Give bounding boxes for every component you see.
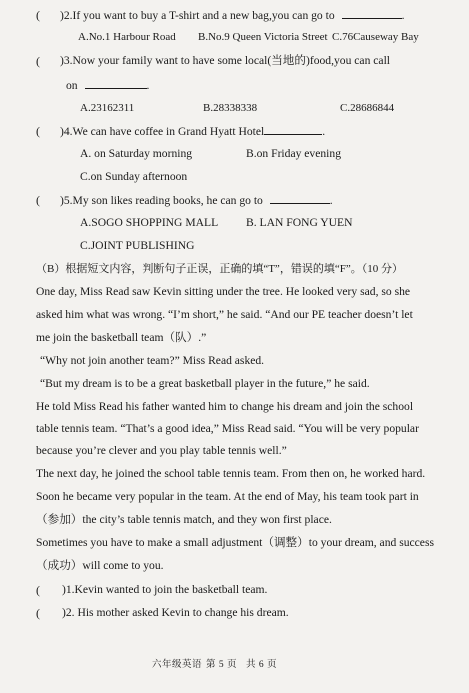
- answer-blank[interactable]: [85, 78, 147, 89]
- passage-line: Sometimes you have to make a small adjustment（调整）to your dream, and success: [36, 536, 434, 549]
- passage-line: “But my dream is to be a great basketball player in the future,” he said.: [40, 377, 370, 390]
- footer-page: 第 5 页: [206, 660, 238, 670]
- question-2: [60, 8, 404, 23]
- q4-option-b: B.on Friday evening: [246, 147, 341, 160]
- passage-line: （参加）the city’s table tennis match, and they won first place.: [36, 513, 332, 526]
- passage-line: asked him what was wrong. “I’m short,” he said. “And our PE teacher doesn’t let: [36, 308, 413, 321]
- q3-option-a: A.23162311: [80, 102, 135, 114]
- answer-blank[interactable]: [270, 193, 330, 204]
- q5-option-b: B. LAN FONG YUEN: [246, 216, 353, 229]
- question-2-stem: )2.If you want to buy a T-shirt and a new bag,you can go to: [60, 9, 335, 22]
- question-3-prefix: on: [66, 79, 78, 92]
- blank-suffix: .: [146, 79, 150, 92]
- q3-option-c: C.28686844: [340, 102, 395, 114]
- question-4-stem: )4.We can have coffee in Grand Hyatt Hotel: [60, 125, 265, 138]
- answer-paren: (: [36, 606, 40, 620]
- tf-question-2: )2. His mother asked Kevin to change his dream.: [62, 606, 289, 619]
- q4-option-c: C.on Sunday afternoon: [80, 170, 188, 183]
- passage-line: table tennis team. “That’s a good idea,” Miss Read said. “You will be very popular: [36, 422, 419, 435]
- footer-subject: 六年级英语: [152, 660, 203, 670]
- answer-blank[interactable]: [342, 8, 402, 19]
- q5-option-c: C.JOINT PUBLISHING: [80, 239, 195, 252]
- question-3-cont: [66, 78, 149, 93]
- answer-paren: (: [36, 193, 40, 207]
- answer-blank[interactable]: [264, 124, 322, 135]
- question-5-stem: )5.My son likes reading books, he can go to: [60, 194, 263, 207]
- passage-line: “Why not join another team?” Miss Read asked.: [40, 354, 265, 367]
- q2-option-b: B.No.9 Queen Victoria Street: [198, 31, 328, 43]
- blank-suffix: .: [401, 9, 405, 22]
- q2-option-a: A.No.1 Harbour Road: [78, 31, 176, 43]
- tf-question-1: )1.Kevin wanted to join the basketball team.: [62, 583, 268, 596]
- passage-line: Soon he became very popular in the team. At the end of May, his team took part in: [36, 490, 419, 503]
- passage-line: （成功）will come to you.: [36, 559, 164, 572]
- answer-paren: (: [36, 124, 40, 138]
- q5-option-a: A.SOGO SHOPPING MALL: [80, 216, 219, 229]
- footer-total: 共 6 页: [246, 660, 278, 670]
- answer-paren: (: [36, 8, 40, 22]
- section-b-instruction: （B）根据短文内容，判断句子正误，正确的填“T”，错误的填“F”。（10 分）: [36, 263, 403, 275]
- answer-paren: (: [36, 583, 40, 597]
- passage-line: me join the basketball team（队）.”: [36, 331, 207, 344]
- question-4: [60, 124, 325, 139]
- blank-suffix: .: [329, 194, 333, 207]
- passage-line: He told Miss Read his father wanted him to change his dream and join the school: [36, 400, 414, 413]
- q3-option-b: B.28338338: [203, 102, 258, 114]
- answer-paren: (: [36, 54, 40, 68]
- passage-line: One day, Miss Read saw Kevin sitting under the tree. He looked very sad, so she: [36, 285, 411, 298]
- question-3-stem: )3.Now your family want to have some local(当地的)food,you can call: [60, 54, 391, 67]
- question-5: [60, 193, 333, 208]
- passage-line: because you’re clever and you play table tennis well.”: [36, 444, 287, 457]
- passage-line: The next day, he joined the school table tennis team. From then on, he worked hard.: [36, 467, 426, 480]
- q4-option-a: A. on Saturday morning: [80, 147, 193, 160]
- blank-suffix: .: [322, 125, 326, 138]
- q2-option-c: C.76Causeway Bay: [332, 31, 419, 43]
